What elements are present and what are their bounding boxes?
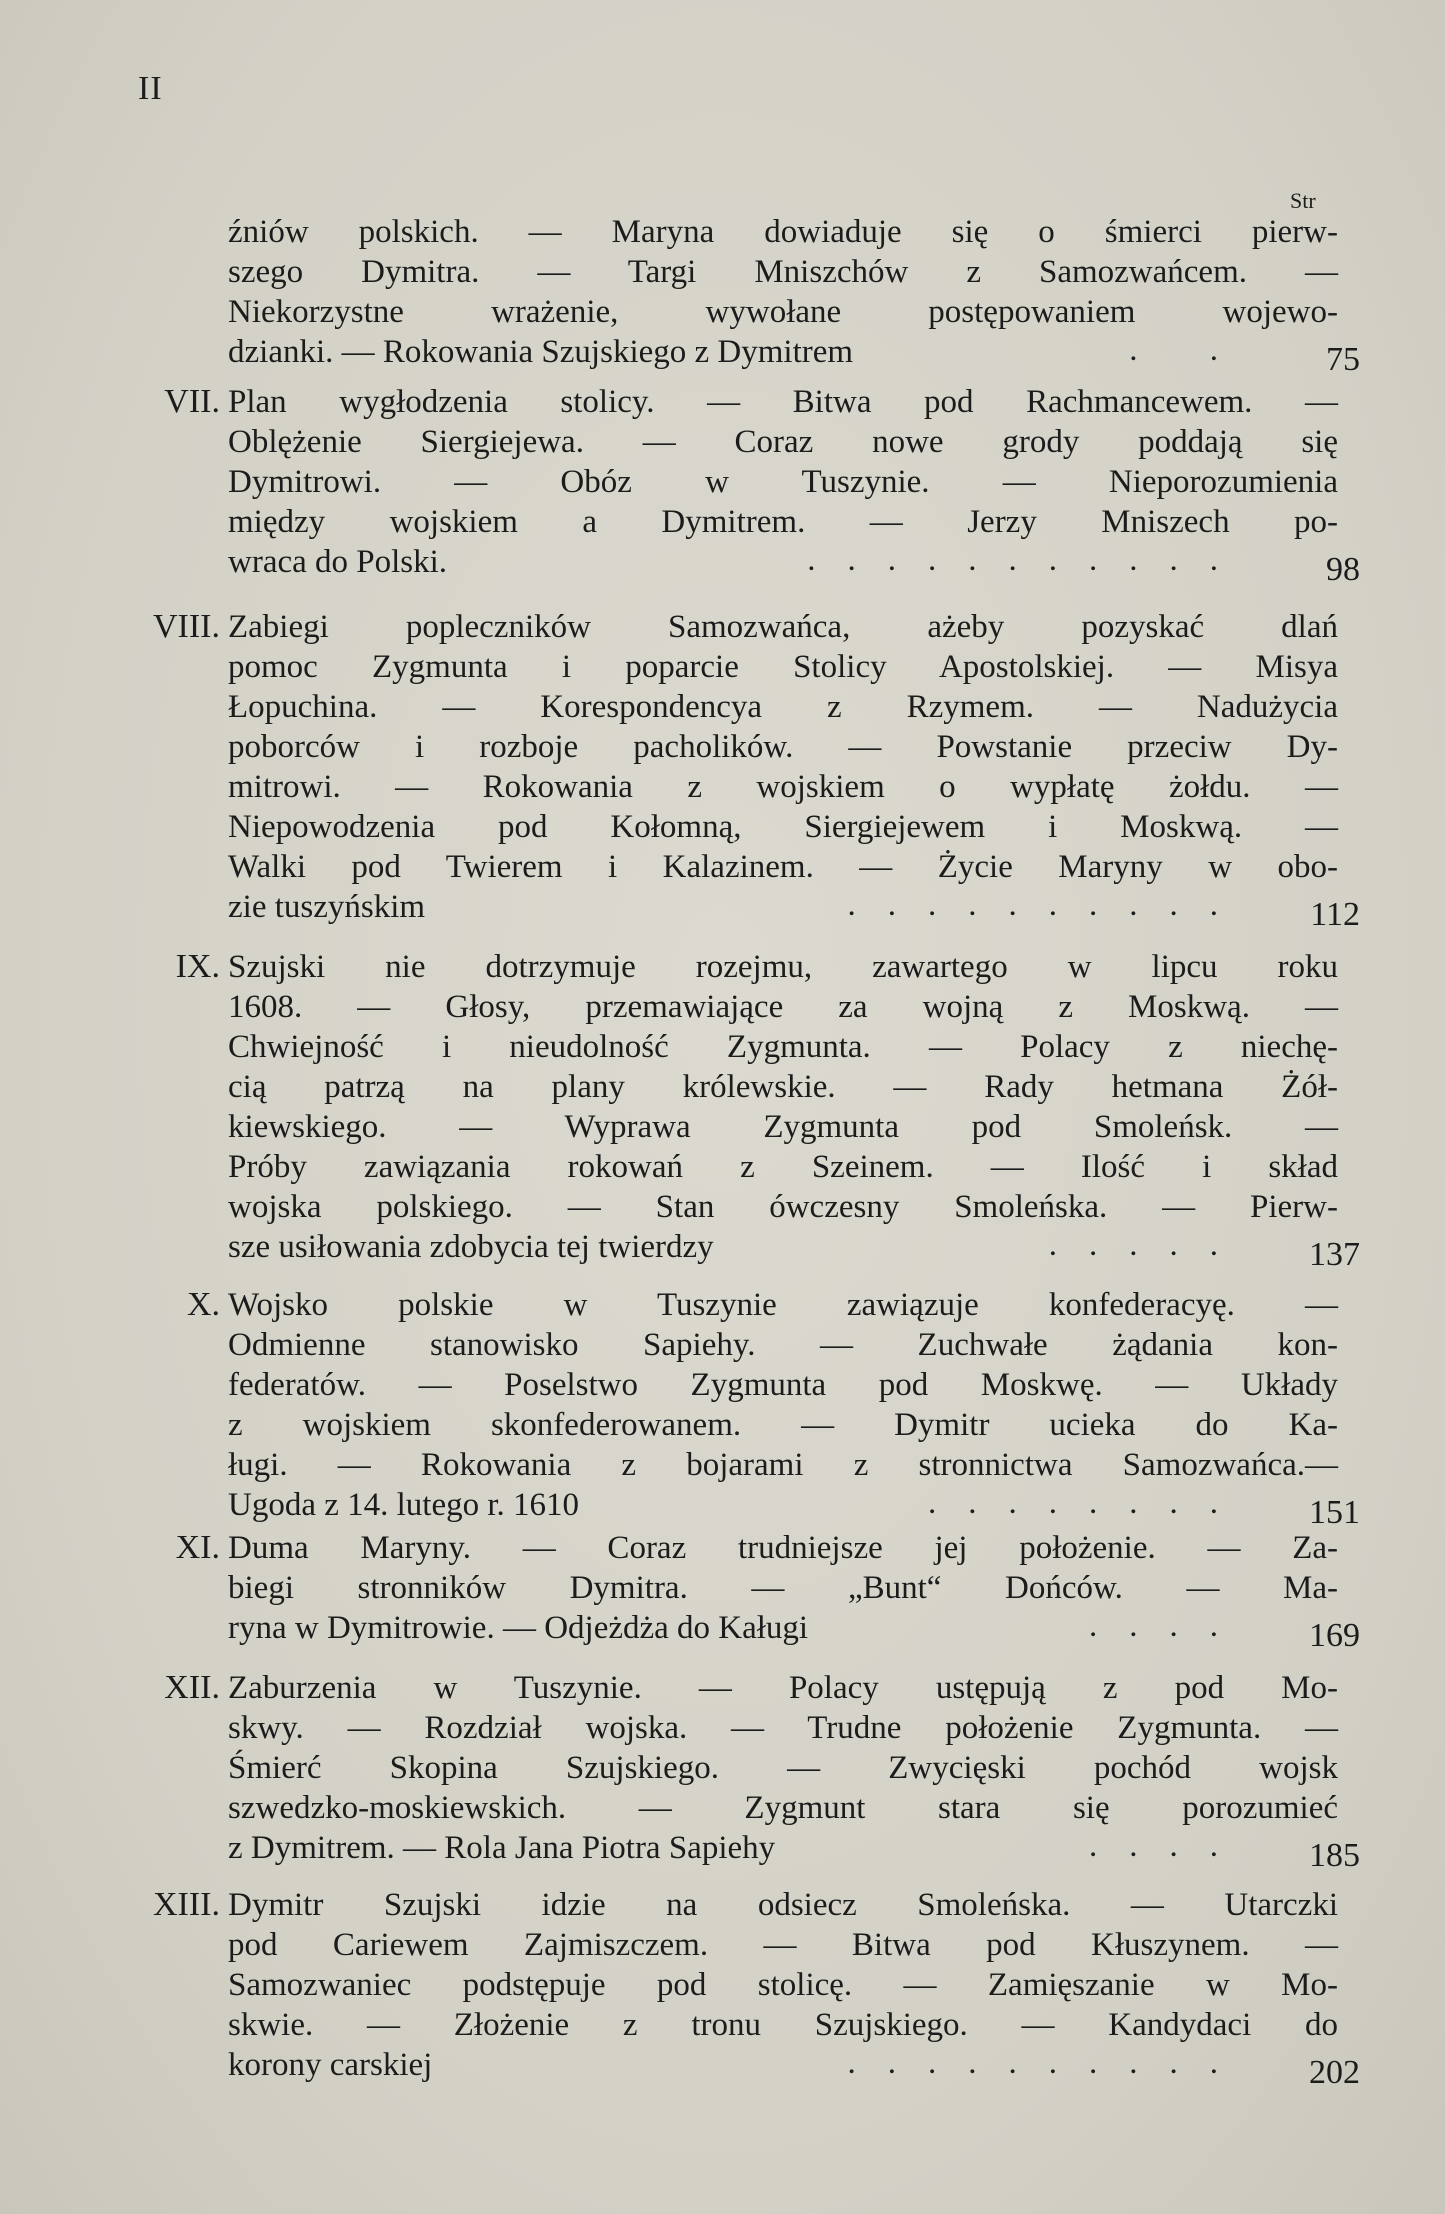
summary-line: szwedzko-moskiewskich. — Zygmunt stara się porozumieć (228, 1790, 1338, 1826)
page-number-roman: II (138, 70, 163, 107)
summary-line: Oblężenie Siergiejewa. — Coraz nowe grody poddają się (228, 424, 1338, 460)
page-column-label: Str (1290, 188, 1316, 213)
summary-line: Duma Maryny. — Coraz trudniejsze jej położenie. — Za- (228, 1530, 1338, 1566)
leader-dots: . . (1129, 332, 1250, 368)
chapter-number: VIII. (152, 608, 220, 645)
summary-line: poborców i rozboje pacholików. — Powstanie przeciw Dy- (228, 729, 1338, 765)
chapter-number: X. (186, 1286, 220, 1323)
toc-entry (100, 382, 1360, 588)
summary-line: między wojskiem a Dymitrem. — Jerzy Mniszech po- (228, 504, 1338, 540)
leader-dots: .... (1089, 1608, 1250, 1644)
summary-line: z wojskiem skonfederowanem. — Dymitr ucieka do Ka- (228, 1407, 1338, 1443)
page-reference: 151 (1309, 1494, 1360, 1531)
summary-line: Łopuchina. — Korespondencya z Rzymem. — Nadużycia (228, 689, 1338, 725)
summary-line: ługi. — Rokowania z bojarami z stronnictwa Samozwańca.— (228, 1447, 1338, 1483)
page-reference: 112 (1310, 896, 1360, 933)
summary-line: Wojsko polskie w Tuszynie zawiązuje konfederacyę. — (228, 1287, 1338, 1323)
summary-line: biegi stronników Dymitra. — „Bunt“ Dońców. — Ma- (228, 1570, 1338, 1606)
page-reference: 98 (1326, 551, 1360, 588)
summary-line: pod Cariewem Zajmiszczem. — Bitwa pod Kłuszynem. — (228, 1927, 1338, 1963)
chapter-number: VII. (164, 383, 220, 420)
summary-line: cią patrzą na plany królewskie. — Rady hetmana Żół- (228, 1069, 1338, 1105)
page-reference: 75 (1326, 341, 1360, 378)
summary-line: 1608. — Głosy, przemawiające za wojną z Moskwą. — (228, 989, 1338, 1025)
leader-dots: ..... (1048, 1227, 1250, 1263)
leader-dots: .......... (847, 2045, 1250, 2081)
chapter-number: XII. (164, 1669, 220, 1706)
summary-line: wojska polskiego. — Stan ówczesny Smoleńska. — Pierw- (228, 1189, 1338, 1225)
leader-dots: ........... (807, 542, 1250, 578)
toc-entry (100, 607, 1360, 933)
summary-line: szego Dymitra. — Targi Mniszchów z Samozwańcem. — (228, 254, 1338, 290)
toc-entry (100, 1885, 1360, 2091)
summary-line: skwie. — Złożenie z tronu Szujskiego. — Kandydaci do (228, 2007, 1338, 2043)
summary-line: Dymitrowi. — Obóz w Tuszynie. — Nieporozumienia (228, 464, 1338, 500)
summary-line: Zaburzenia w Tuszynie. — Polacy ustępują z pod Mo- (228, 1670, 1338, 1706)
chapter-number: XI. (175, 1529, 220, 1566)
summary-line: z Dymitrem. — Rola Jana Piotra Sapiehy (228, 1830, 776, 1866)
summary-line: federatów. — Poselstwo Zygmunta pod Moskwę. — Układy (228, 1367, 1338, 1403)
toc-entry (100, 1285, 1360, 1531)
page-reference: 202 (1309, 2054, 1360, 2091)
summary-line: Ugoda z 14. lutego r. 1610 (228, 1487, 580, 1523)
summary-line: Walki pod Twierem i Kalazinem. — Życie Maryny w obo- (228, 849, 1338, 885)
summary-line: dzianki. — Rokowania Szujskiego z Dymitrem (228, 334, 854, 370)
summary-line: Niekorzystne wrażenie, wywołane postępowaniem wojewo- (228, 294, 1338, 330)
page-reference: 169 (1309, 1617, 1360, 1654)
chapter-summary (228, 947, 1340, 1267)
summary-line: korony carskiej (228, 2047, 433, 2083)
summary-line: Niepowodzenia pod Kołomną, Siergiejewem i Moskwą. — (228, 809, 1338, 845)
summary-line: kiewskiego. — Wyprawa Zygmunta pod Smoleńsk. — (228, 1109, 1338, 1145)
summary-line: Samozwaniec podstępuje pod stolicę. — Zamięszanie w Mo- (228, 1967, 1338, 2003)
summary-line: Plan wygłodzenia stolicy. — Bitwa pod Rachmancewem. — (228, 384, 1338, 420)
summary-line: skwy. — Rozdział wojska. — Trudne położenie Zygmunta. — (228, 1710, 1338, 1746)
summary-line: Śmierć Skopina Szujskiego. — Zwycięski pochód wojsk (228, 1750, 1338, 1786)
summary-line: Odmienne stanowisko Sapiehy. — Zuchwałe żądania kon- (228, 1327, 1338, 1363)
summary-line: zie tuszyńskim (228, 889, 426, 925)
summary-line: mitrowi. — Rokowania z wojskiem o wypłatę żołdu. — (228, 769, 1338, 805)
leader-dots: ........ (928, 1485, 1250, 1521)
toc-entry (100, 947, 1360, 1273)
chapter-number: XIII. (152, 1886, 220, 1923)
leader-dots: .... (1089, 1828, 1250, 1864)
toc-entry (100, 1528, 1360, 1654)
summary-line: Zabiegi popleczników Samozwańca, ażeby pozyskać dlań (228, 609, 1338, 645)
summary-line: sze usiłowania zdobycia tej twierdzy (228, 1229, 714, 1265)
summary-line: Szujski nie dotrzymuje rozejmu, zawartego w lipcu roku (228, 949, 1338, 985)
chapter-summary (228, 607, 1340, 927)
toc-entry (100, 212, 1360, 378)
page-reference: 137 (1309, 1236, 1360, 1273)
summary-line: pomoc Zygmunta i poparcie Stolicy Apostolskiej. — Misya (228, 649, 1338, 685)
leader-dots: .......... (847, 887, 1250, 923)
summary-line: Dymitr Szujski idzie na odsiecz Smoleńska. — Utarczki (228, 1887, 1338, 1923)
page-reference: 185 (1309, 1837, 1360, 1874)
summary-line: źniów polskich. — Maryna dowiaduje się o śmierci pierw- (228, 214, 1338, 250)
summary-line: ryna w Dymitrowie. — Odjeżdża do Kaługi (228, 1610, 809, 1646)
chapter-number: IX. (175, 948, 220, 985)
summary-line: Chwiejność i nieudolność Zygmunta. — Polacy z niechę- (228, 1029, 1338, 1065)
summary-line: Próby zawiązania rokowań z Szeinem. — Ilość i skład (228, 1149, 1338, 1185)
summary-line: wraca do Polski. (228, 544, 448, 580)
toc-entry (100, 1668, 1360, 1874)
